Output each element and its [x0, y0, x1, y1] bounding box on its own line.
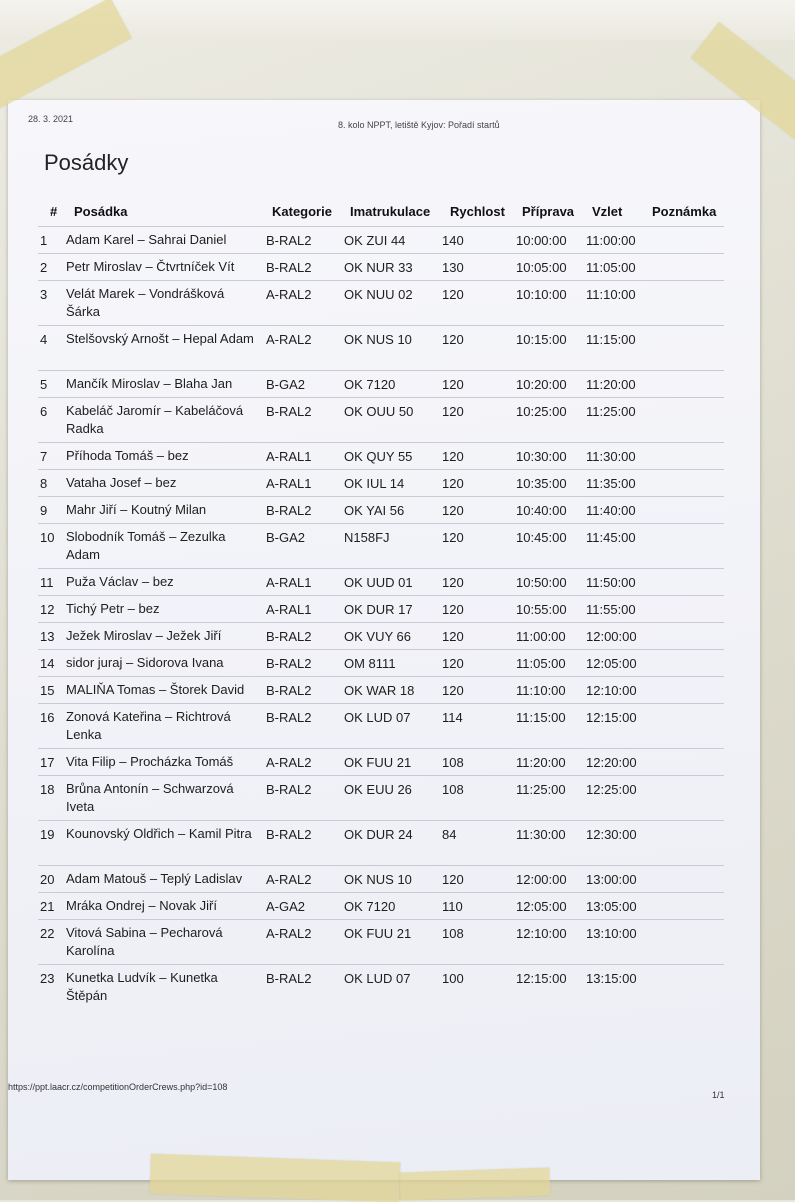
- row-preparation: 12:15:00: [516, 971, 567, 986]
- row-takeoff: 12:15:00: [586, 710, 637, 725]
- row-number: 17: [40, 755, 55, 770]
- printed-page: [8, 100, 760, 1180]
- col-header-category: Kategorie: [272, 204, 332, 219]
- row-speed: 100: [442, 971, 464, 986]
- table-row: [38, 820, 724, 865]
- row-preparation: 12:00:00: [516, 872, 567, 887]
- row-takeoff: 11:50:00: [586, 575, 636, 590]
- row-category: A-GA2: [266, 899, 306, 914]
- row-number: 12: [40, 602, 55, 617]
- row-number: 16: [40, 710, 55, 725]
- row-crew: Ježek Miroslav – Ježek Jiří: [66, 628, 222, 643]
- row-category: A-RAL2: [266, 287, 312, 302]
- row-number: 4: [40, 332, 48, 347]
- row-preparation: 10:10:00: [516, 287, 567, 302]
- row-speed: 120: [442, 575, 464, 590]
- row-category: B-RAL2: [266, 827, 312, 842]
- row-speed: 110: [442, 899, 463, 914]
- row-preparation: 11:15:00: [516, 710, 566, 725]
- row-category: A-RAL2: [266, 872, 312, 887]
- row-crew: Petr Miroslav – Čtvrtníček Vít: [66, 259, 235, 274]
- row-registration: OK WAR 18: [344, 683, 415, 698]
- row-category: A-RAL1: [266, 449, 312, 464]
- row-speed: 120: [442, 377, 464, 392]
- table-row: [38, 919, 724, 964]
- table-row: [38, 496, 724, 523]
- row-takeoff: 11:10:00: [586, 287, 636, 302]
- col-header-crew: Posádka: [74, 204, 128, 219]
- row-number: 23: [40, 971, 55, 986]
- table-row: [38, 280, 724, 325]
- row-category: B-RAL2: [266, 710, 312, 725]
- row-registration: OM 8111: [344, 656, 396, 671]
- row-category: A-RAL1: [266, 602, 312, 617]
- row-registration: OK NUU 02: [344, 287, 413, 302]
- row-crew: MALIŇA Tomas – Štorek David: [66, 682, 245, 697]
- row-category: B-RAL2: [266, 629, 312, 644]
- row-category: A-RAL1: [266, 476, 312, 491]
- row-speed: 120: [442, 476, 464, 491]
- print-date: 28. 3. 2021: [28, 114, 74, 124]
- row-crew: Mančík Miroslav – Blaha Jan: [66, 376, 233, 391]
- row-category: B-RAL2: [266, 971, 312, 986]
- row-takeoff: 11:20:00: [586, 377, 636, 392]
- row-crew: Příhoda Tomáš – bez: [66, 448, 189, 463]
- row-takeoff: 11:00:00: [586, 233, 636, 248]
- row-takeoff: 11:30:00: [586, 449, 636, 464]
- row-registration: OK YAI 56: [344, 503, 405, 518]
- table-row: [38, 595, 724, 622]
- row-category: B-RAL2: [266, 503, 312, 518]
- row-crew: Adam Karel – Sahrai Daniel: [66, 232, 227, 247]
- row-takeoff: 13:00:00: [586, 872, 637, 887]
- row-preparation: 11:10:00: [516, 683, 566, 698]
- row-crew: Mráka Ondrej – Novak Jiří: [66, 898, 217, 913]
- row-number: 20: [40, 872, 55, 887]
- row-preparation: 10:30:00: [516, 449, 567, 464]
- row-takeoff: 12:05:00: [586, 656, 637, 671]
- row-crew: Puža Václav – bez: [66, 574, 174, 589]
- row-speed: 120: [442, 332, 464, 347]
- row-number: 1: [40, 233, 48, 248]
- row-crew: Kabeláč Jaromír – Kabeláčová Radka: [66, 403, 244, 436]
- row-takeoff: 13:10:00: [586, 926, 637, 941]
- row-speed: 120: [442, 503, 464, 518]
- row-crew: Zonová Kateřina – Richtrová Lenka: [66, 709, 231, 742]
- row-speed: 120: [442, 602, 464, 617]
- row-preparation: 10:55:00: [516, 602, 567, 617]
- row-speed: 108: [442, 755, 464, 770]
- col-header-registration: Imatrukulace: [350, 204, 431, 219]
- row-number: 14: [40, 656, 55, 671]
- footer-page-number: 1/1: [712, 1090, 725, 1100]
- row-takeoff: 11:25:00: [586, 404, 636, 419]
- row-category: B-GA2: [266, 377, 306, 392]
- row-registration: OK UUD 01: [344, 575, 413, 590]
- row-number: 15: [40, 683, 55, 698]
- table-row: [38, 622, 724, 649]
- row-registration: OK NUR 33: [344, 260, 413, 275]
- row-registration: OK NUS 10: [344, 872, 412, 887]
- row-registration: OK LUD 07: [344, 710, 411, 725]
- row-preparation: 10:45:00: [516, 530, 567, 545]
- col-header-takeoff: Vzlet: [592, 204, 623, 219]
- table-row: [38, 442, 724, 469]
- row-speed: 120: [442, 287, 464, 302]
- row-preparation: 10:40:00: [516, 503, 567, 518]
- table-row: [38, 226, 724, 253]
- row-number: 2: [40, 260, 48, 275]
- row-speed: 130: [442, 260, 464, 275]
- table-row: [38, 865, 724, 892]
- row-number: 19: [40, 827, 55, 842]
- row-number: 22: [40, 926, 55, 941]
- row-takeoff: 12:20:00: [586, 755, 637, 770]
- row-registration: OK OUU 50: [344, 404, 414, 419]
- row-crew: Velát Marek – Vondrášková Šárka: [66, 286, 225, 319]
- row-takeoff: 11:55:00: [586, 602, 636, 617]
- row-registration: OK EUU 26: [344, 782, 412, 797]
- row-crew: Tichý Petr – bez: [66, 601, 160, 616]
- table-row: [38, 568, 724, 595]
- table-row: [38, 370, 724, 397]
- page-title: Posádky: [44, 150, 129, 175]
- table-row: [38, 676, 724, 703]
- row-crew: Kunetka Ludvík – Kunetka Štěpán: [66, 970, 218, 1003]
- tape-bottom-right: [400, 1167, 551, 1200]
- row-registration: OK DUR 17: [344, 602, 413, 617]
- row-number: 6: [40, 404, 48, 419]
- row-number: 18: [40, 782, 55, 797]
- row-number: 8: [40, 476, 48, 491]
- table-row: [38, 892, 724, 919]
- row-category: A-RAL2: [266, 332, 312, 347]
- table-row: [38, 703, 724, 748]
- row-category: A-RAL1: [266, 575, 312, 590]
- row-crew: Kounovský Oldřich – Kamil Pitra: [66, 826, 252, 841]
- row-takeoff: 11:40:00: [586, 503, 636, 518]
- row-takeoff: 13:15:00: [586, 971, 637, 986]
- row-registration: OK FUU 21: [344, 926, 412, 941]
- row-speed: 108: [442, 782, 464, 797]
- row-takeoff: 12:30:00: [586, 827, 637, 842]
- row-preparation: 11:05:00: [516, 656, 566, 671]
- col-header-number: #: [50, 204, 58, 219]
- row-registration: OK LUD 07: [344, 971, 411, 986]
- row-crew: Mahr Jiří – Koutný Milan: [66, 502, 207, 517]
- row-category: B-RAL2: [266, 782, 312, 797]
- row-takeoff: 12:00:00: [586, 629, 637, 644]
- row-category: A-RAL2: [266, 755, 312, 770]
- row-preparation: 10:15:00: [516, 332, 567, 347]
- row-crew: Stelšovský Arnošt – Hepal Adam: [66, 331, 254, 346]
- row-speed: 120: [442, 449, 464, 464]
- row-takeoff: 11:45:00: [586, 530, 636, 545]
- row-category: B-GA2: [266, 530, 306, 545]
- table-body: [38, 226, 724, 1009]
- table-row: [38, 748, 724, 775]
- row-preparation: 11:30:00: [516, 827, 566, 842]
- row-preparation: 11:00:00: [516, 629, 566, 644]
- row-registration: OK QUY 55: [344, 449, 413, 464]
- crew-table: [38, 196, 724, 1009]
- row-takeoff: 11:35:00: [586, 476, 636, 491]
- row-category: B-RAL2: [266, 260, 312, 275]
- row-crew: Vataha Josef – bez: [66, 475, 177, 490]
- row-preparation: 10:05:00: [516, 260, 567, 275]
- print-header-title: 8. kolo NPPT, letiště Kyjov: Pořadí startů: [338, 120, 500, 130]
- table-header: [38, 196, 724, 226]
- row-number: 21: [40, 899, 55, 914]
- tape-bottom: [149, 1154, 400, 1202]
- row-number: 10: [40, 530, 55, 545]
- row-category: B-RAL2: [266, 233, 312, 248]
- row-preparation: 11:25:00: [516, 782, 566, 797]
- row-takeoff: 11:15:00: [586, 332, 636, 347]
- row-number: 11: [40, 575, 54, 590]
- row-speed: 120: [442, 404, 464, 419]
- row-crew: sidor juraj – Sidorova Ivana: [66, 655, 224, 670]
- col-header-speed: Rychlost: [450, 204, 505, 219]
- row-speed: 120: [442, 656, 464, 671]
- row-speed: 114: [442, 710, 463, 725]
- table-row: [38, 649, 724, 676]
- row-number: 7: [40, 449, 48, 464]
- row-speed: 140: [442, 233, 464, 248]
- table-row: [38, 325, 724, 370]
- table-row: [38, 469, 724, 496]
- row-speed: 108: [442, 926, 464, 941]
- row-number: 13: [40, 629, 55, 644]
- col-header-note: Poznámka: [652, 204, 717, 219]
- row-registration: OK 7120: [344, 377, 396, 392]
- row-speed: 120: [442, 683, 464, 698]
- row-number: 3: [40, 287, 48, 302]
- row-registration: OK FUU 21: [344, 755, 412, 770]
- row-crew: Adam Matouš – Teplý Ladislav: [66, 871, 243, 886]
- row-preparation: 12:10:00: [516, 926, 567, 941]
- row-preparation: 10:20:00: [516, 377, 567, 392]
- row-crew: Slobodník Tomáš – Zezulka Adam: [66, 529, 226, 562]
- row-takeoff: 13:05:00: [586, 899, 637, 914]
- row-number: 5: [40, 377, 48, 392]
- row-registration: OK ZUI 44: [344, 233, 406, 248]
- row-preparation: 10:25:00: [516, 404, 567, 419]
- row-category: B-RAL2: [266, 404, 312, 419]
- row-registration: N158FJ: [344, 530, 390, 545]
- row-crew: Vitová Sabina – Pecharová Karolína: [66, 925, 223, 958]
- row-registration: OK 7120: [344, 899, 396, 914]
- row-crew: Brůna Antonín – Schwarzová Iveta: [66, 781, 234, 814]
- row-number: 9: [40, 503, 48, 518]
- row-category: B-RAL2: [266, 683, 312, 698]
- row-preparation: 10:35:00: [516, 476, 567, 491]
- table-row: [38, 964, 724, 1009]
- row-crew: Vita Filip – Procházka Tomáš: [66, 754, 234, 769]
- row-category: B-RAL2: [266, 656, 312, 671]
- row-takeoff: 12:25:00: [586, 782, 637, 797]
- row-registration: OK IUL 14: [344, 476, 405, 491]
- col-header-preparation: Příprava: [522, 204, 575, 219]
- table-row: [38, 397, 724, 442]
- row-preparation: 10:00:00: [516, 233, 567, 248]
- table-row: [38, 775, 724, 820]
- row-speed: 84: [442, 827, 457, 842]
- row-preparation: 11:20:00: [516, 755, 566, 770]
- footer-url: https://ppt.laacr.cz/competitionOrderCrews.php?id=108: [8, 1082, 228, 1092]
- row-speed: 120: [442, 629, 464, 644]
- row-registration: OK VUY 66: [344, 629, 411, 644]
- table-row: [38, 253, 724, 280]
- row-speed: 120: [442, 530, 464, 545]
- row-category: A-RAL2: [266, 926, 312, 941]
- row-preparation: 10:50:00: [516, 575, 567, 590]
- row-takeoff: 12:10:00: [586, 683, 637, 698]
- row-registration: OK DUR 24: [344, 827, 413, 842]
- table-row: [38, 523, 724, 568]
- row-takeoff: 11:05:00: [586, 260, 636, 275]
- row-registration: OK NUS 10: [344, 332, 412, 347]
- row-speed: 120: [442, 872, 464, 887]
- row-preparation: 12:05:00: [516, 899, 567, 914]
